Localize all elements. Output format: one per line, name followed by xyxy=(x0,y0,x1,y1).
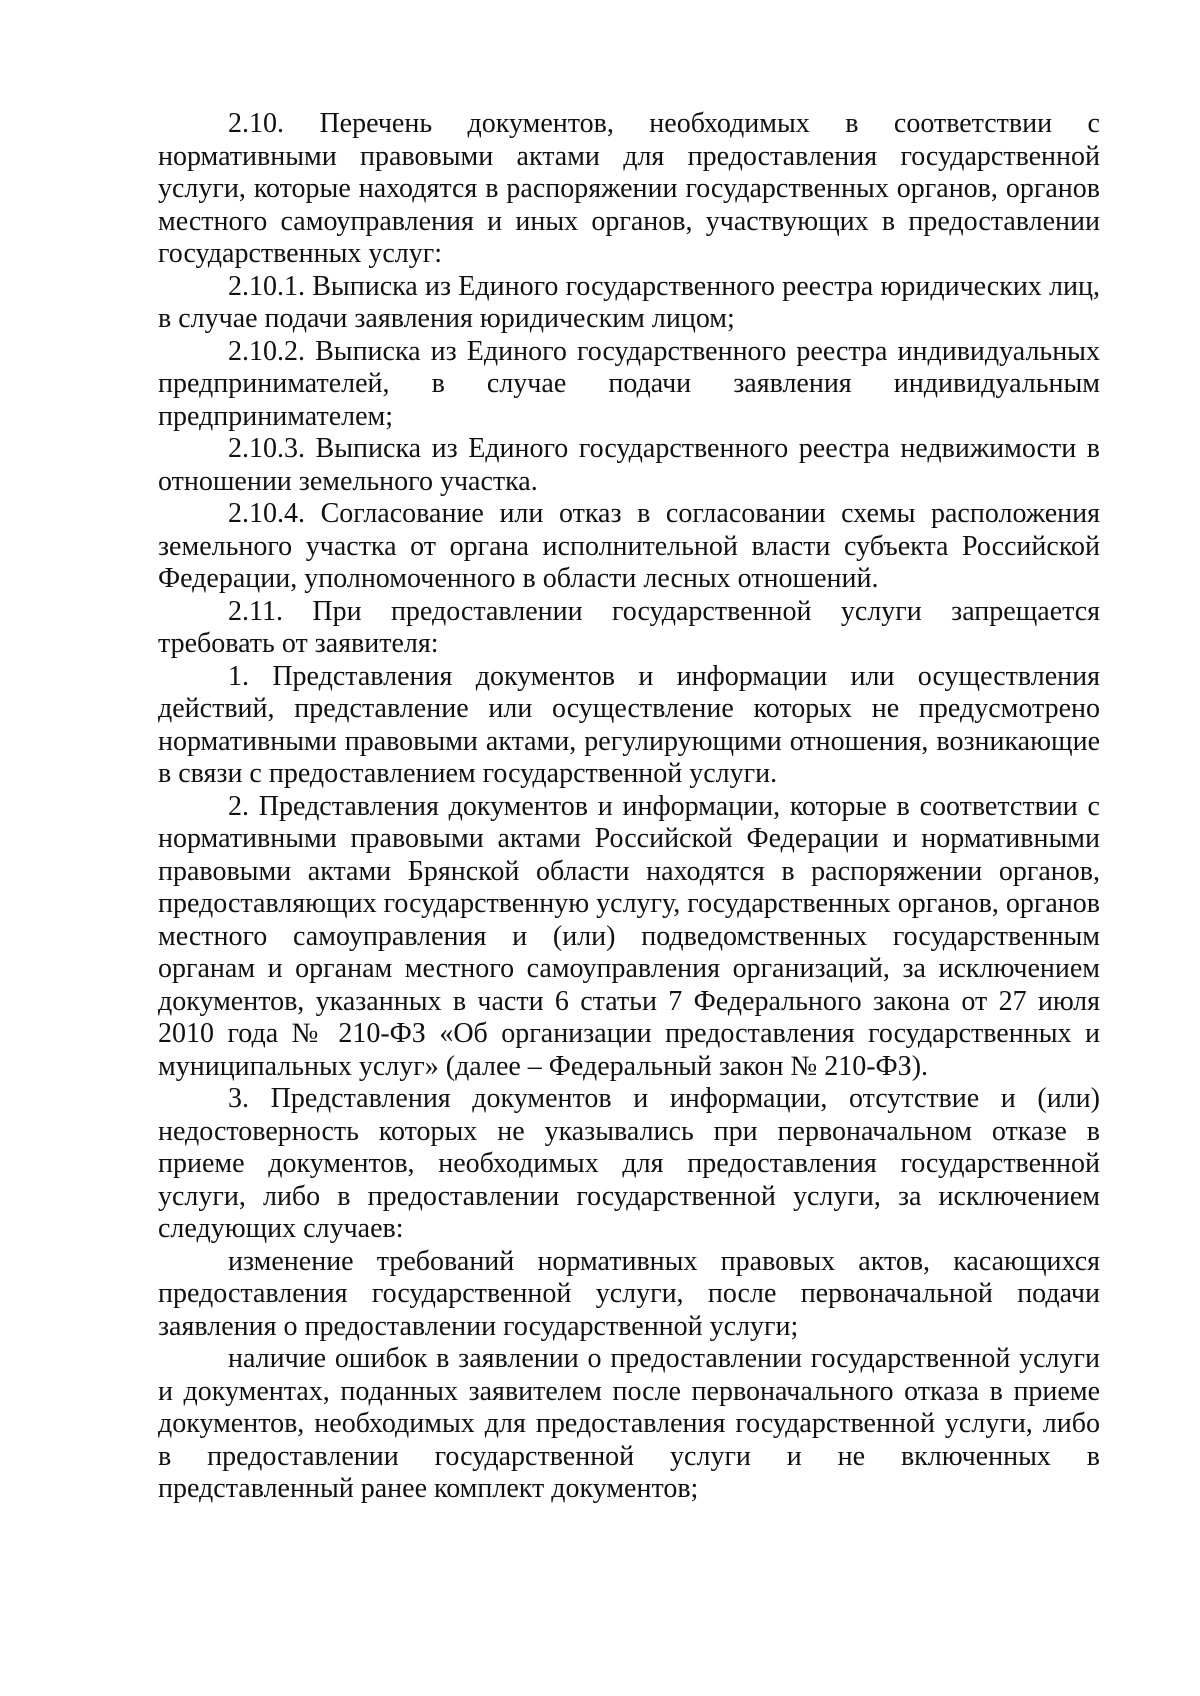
paragraph-2-10-4: 2.10.4. Согласование или отказ в согласовании схемы расположения земельного участка от органа исполнительной власти субъекта Российской Федерации, уполномоченного в области лесных отношений. xyxy=(158,498,1100,594)
document-body xyxy=(158,108,1100,1506)
paragraph-item-1: 1. Представления документов и информации или осуществления действий, представление или осуществление которых не предусмотрено нормативными правовыми актами, регулирующими отношения, возникающие в связи с предоставлением государственной услуги. xyxy=(158,660,1100,789)
paragraph-2-10: 2.10. Перечень документов, необходимых в соответствии с нормативными правовыми актами для предоставления государственной услуги, которые находятся в распоряжении государственных органов, органов местного самоуправления и иных органов, участвующих в предоставлении государственных услуг: xyxy=(158,108,1100,269)
paragraph-case-2: наличие ошибок в заявлении о предоставлении государственной услуги и документах, поданных заявителем после первоначального отказа в приеме документов, необходимых для предоставления государственной услуги, либо в предоставлении государственной услуги и не включенных в представленный ранее комплект документов; xyxy=(158,1343,1100,1504)
paragraph-2-10-3: 2.10.3. Выписка из Единого государственного реестра недвижимости в отношении земельного участка. xyxy=(158,433,1100,497)
paragraph-2-10-1: 2.10.1. Выписка из Единого государственного реестра юридических лиц, в случае подачи заявления юридическим лицом; xyxy=(158,270,1100,334)
paragraph-2-10-2: 2.10.2. Выписка из Единого государственного реестра индивидуальных предпринимателей, в случае подачи заявления индивидуальным предпринимателем; xyxy=(158,335,1100,432)
paragraph-2-11: 2.11. При предоставлении государственной услуги запрещается требовать от заявителя: xyxy=(158,595,1100,659)
paragraph-case-1: изменение требований нормативных правовых актов, касающихся предоставления государственной услуги, после первоначальной подачи заявления о предоставлении государственной услуги; xyxy=(158,1245,1100,1342)
paragraph-item-2: 2. Представления документов и информации, которые в соответствии с нормативными правовыми актами Российской Федерации и нормативными правовыми актами Брянской области находятся в распоряжении органов, предоставляющих государственную услугу, государственных органов, органов местного самоуправления и (или) подведомственных государственным органам и органам местного самоуправления организаций, за исключением документов, указанных в части 6 статьи 7 Федерального закона от 27 июля 2010 года № 210-ФЗ «Об организации предоставления государственных и муниципальных услуг» (далее – Федеральный закон № 210-ФЗ). xyxy=(158,790,1100,1082)
paragraph-item-3: 3. Представления документов и информации, отсутствие и (или) недостоверность которых не указывались при первоначальном отказе в приеме документов, необходимых для предоставления государственной услуги, либо в предоставлении государственной услуги, за исключением следующих случаев: xyxy=(158,1083,1100,1244)
